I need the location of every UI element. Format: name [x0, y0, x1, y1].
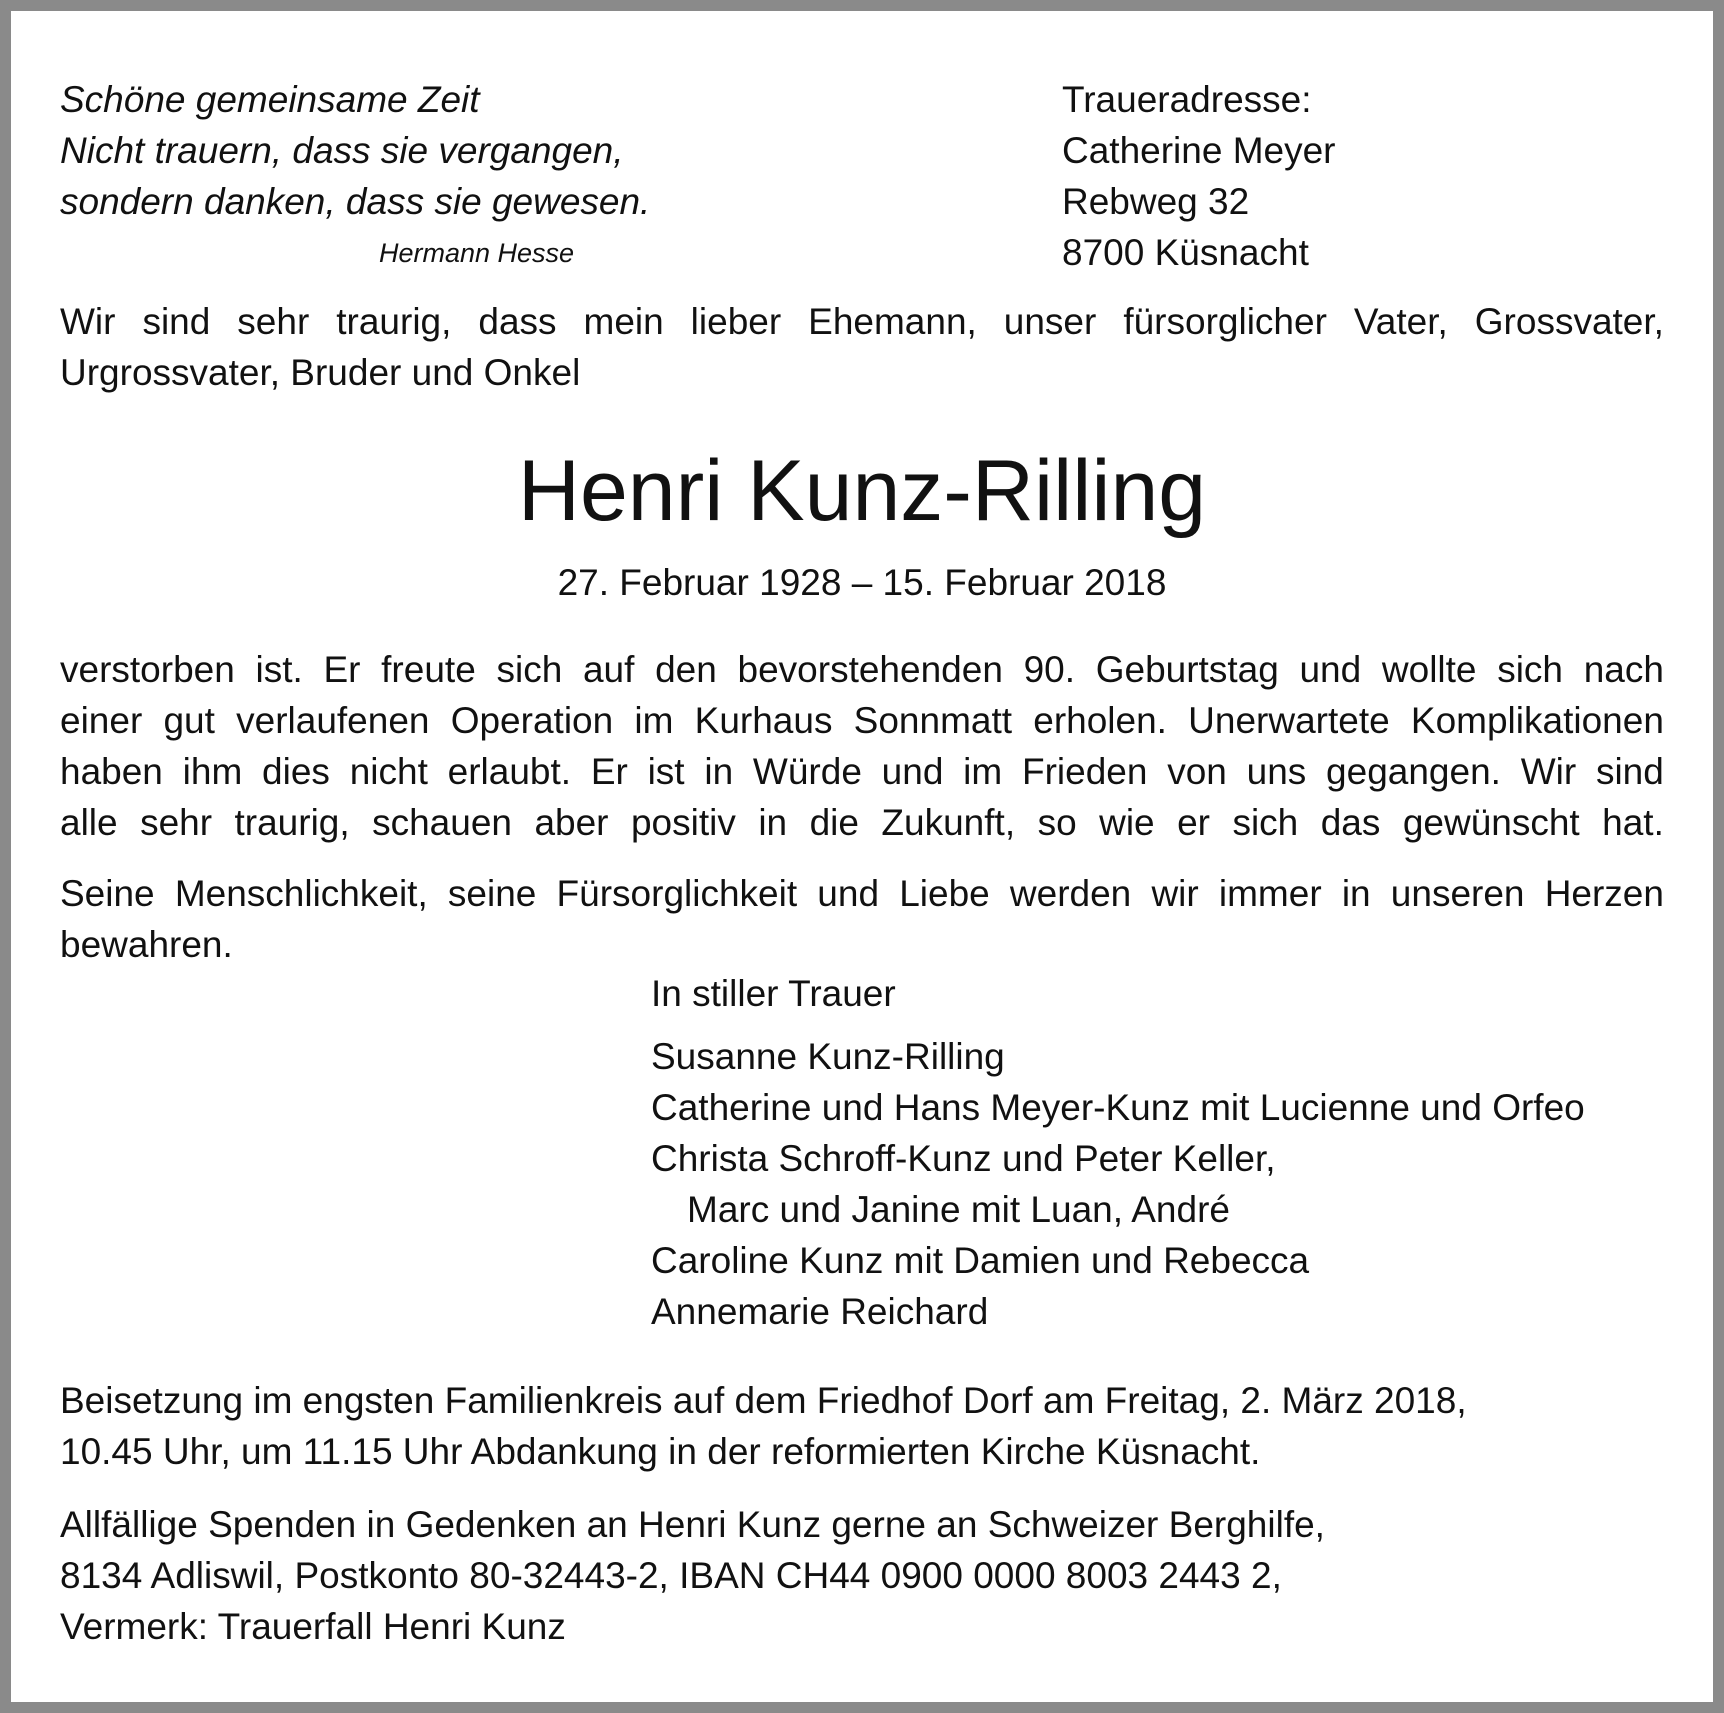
word: und — [817, 873, 880, 914]
quote-line: sondern danken, dass sie gewesen. — [60, 181, 651, 222]
mourners-heading: In stiller Trauer — [651, 973, 896, 1014]
intro-line — [60, 347, 1664, 398]
word: Komplikationen — [1410, 700, 1664, 741]
word: Operation — [450, 700, 614, 741]
intro-line — [60, 296, 1664, 347]
word: traurig, — [336, 301, 452, 342]
word: er — [1177, 802, 1210, 843]
word: ist — [647, 751, 685, 792]
word: hat. — [1602, 802, 1664, 843]
memory-line-text: bewahren. — [60, 924, 233, 965]
word: unseren — [1390, 873, 1525, 914]
word: gewünscht — [1402, 802, 1580, 843]
body-line — [60, 695, 1664, 746]
word: auf — [582, 649, 635, 690]
word: das — [1320, 802, 1381, 843]
word: Grossvater, — [1474, 301, 1664, 342]
word: unser — [1003, 301, 1097, 342]
word: die — [809, 802, 859, 843]
funeral-line: 10.45 Uhr, um 11.15 Uhr Abdankung in der reformierten Kirche Küsnacht. — [60, 1431, 1261, 1472]
mourners-list — [651, 1031, 1585, 1337]
word: bevorstehenden — [737, 649, 1003, 690]
epigraph-quote — [60, 74, 650, 227]
word: haben — [60, 751, 163, 792]
mourner-name: Annemarie Reichard — [651, 1291, 989, 1332]
mourner-name: Susanne Kunz-Rilling — [651, 1036, 1005, 1077]
word: werden — [1009, 873, 1132, 914]
mourner-name: Christa Schroff-Kunz und Peter Keller, — [651, 1138, 1276, 1179]
word: sehr — [140, 802, 213, 843]
mourner-name: Marc und Janine mit Luan, André — [687, 1189, 1230, 1230]
word: Frieden — [1021, 751, 1148, 792]
word: uns — [1246, 751, 1307, 792]
word: wollte — [1381, 649, 1477, 690]
word: gut — [163, 700, 215, 741]
word: erlaubt. — [447, 751, 572, 792]
word: sehr — [237, 301, 310, 342]
word: verlaufenen — [236, 700, 430, 741]
word: positiv — [630, 802, 736, 843]
word: Zukunft, — [881, 802, 1016, 843]
word: sich — [1497, 649, 1563, 690]
word: Sonnmatt — [853, 700, 1013, 741]
word: wir — [1151, 873, 1199, 914]
word: sich — [496, 649, 563, 690]
word: wie — [1099, 802, 1155, 843]
word: ihm — [182, 751, 243, 792]
address-street: Rebweg 32 — [1062, 181, 1250, 222]
word: Wir — [1520, 751, 1577, 792]
word: in — [704, 751, 734, 792]
word: einer — [60, 700, 143, 741]
life-dates: 27. Februar 1928 – 15. Februar 2018 — [557, 562, 1167, 603]
word: den — [655, 649, 717, 690]
address-label: Traueradresse: — [1062, 79, 1312, 120]
word: seine — [447, 873, 537, 914]
intro-line-text: Urgrossvater, Bruder und Onkel — [60, 352, 581, 393]
mourner-name: Caroline Kunz mit Damien und Rebecca — [651, 1240, 1310, 1281]
word: freute — [381, 649, 476, 690]
word: verstorben — [60, 649, 235, 690]
donation-line: Allfällige Spenden in Gedenken an Henri Kunz gerne an Schweizer Berghilfe, — [60, 1504, 1325, 1545]
word: Vater, — [1353, 301, 1448, 342]
funeral-line: Beisetzung im engsten Familienkreis auf dem Friedhof Dorf am Freitag, 2. März 2018, — [60, 1380, 1467, 1421]
word: Ehemann, — [808, 301, 977, 342]
word: immer — [1218, 873, 1322, 914]
word: gegangen. — [1326, 751, 1501, 792]
word: Unerwartete — [1188, 700, 1390, 741]
address-city: 8700 Küsnacht — [1062, 232, 1309, 273]
quote-author: Hermann Hesse — [379, 238, 575, 268]
word: dass — [478, 301, 557, 342]
word: Er — [323, 649, 361, 690]
deceased-name: Henri Kunz-Rilling — [517, 443, 1207, 539]
quote-line: Nicht trauern, dass sie vergangen, — [60, 130, 624, 171]
body-paragraph — [60, 644, 1664, 848]
word: nicht — [349, 751, 428, 792]
word: Liebe — [899, 873, 990, 914]
address-name: Catherine Meyer — [1062, 130, 1336, 171]
word: Menschlichkeit, — [174, 873, 428, 914]
word: dies — [262, 751, 330, 792]
word: Seine — [60, 873, 155, 914]
word: Kurhaus — [694, 700, 833, 741]
word: fürsorglicher — [1123, 301, 1327, 342]
word: nach — [1583, 649, 1664, 690]
word: in — [758, 802, 788, 843]
word: Fürsorglichkeit — [556, 873, 798, 914]
word: ist. — [255, 649, 303, 690]
word: schauen — [372, 802, 512, 843]
funeral-info — [60, 1375, 1467, 1477]
word: Herzen — [1544, 873, 1664, 914]
word: sind — [142, 301, 211, 342]
body-line — [60, 746, 1664, 797]
word: alle — [60, 802, 118, 843]
memory-paragraph — [60, 868, 1664, 970]
word: und — [1299, 649, 1362, 690]
obituary-notice — [11, 11, 1713, 1702]
word: Wir — [60, 301, 116, 342]
quote-line: Schöne gemeinsame Zeit — [60, 79, 480, 120]
word: erholen. — [1033, 700, 1167, 741]
donation-line: 8134 Adliswil, Postkonto 80-32443-2, IBAN CH44 0900 0000 8003 2443 2, — [60, 1555, 1282, 1596]
word: traurig, — [234, 802, 350, 843]
mourning-address — [1062, 74, 1336, 278]
donation-line: Vermerk: Trauerfall Henri Kunz — [60, 1606, 566, 1647]
word: in — [1341, 873, 1371, 914]
word: sich — [1232, 802, 1299, 843]
word: im — [963, 751, 1003, 792]
body-line — [60, 644, 1664, 695]
word: Geburtstag — [1095, 649, 1279, 690]
body-line — [60, 797, 1664, 848]
word: 90. — [1023, 649, 1076, 690]
mourner-name: Catherine und Hans Meyer-Kunz mit Lucienne und Orfeo — [651, 1087, 1585, 1128]
word: im — [634, 700, 674, 741]
word: und — [881, 751, 944, 792]
word: so — [1037, 802, 1077, 843]
word: aber — [534, 802, 609, 843]
word: Würde — [752, 751, 862, 792]
memory-line — [60, 868, 1664, 919]
word: Er — [590, 751, 628, 792]
word: lieber — [690, 301, 782, 342]
donation-info — [60, 1499, 1325, 1652]
word: mein — [583, 301, 664, 342]
memory-line — [60, 919, 1664, 970]
intro-paragraph — [60, 296, 1664, 398]
word: von — [1167, 751, 1227, 792]
word: sind — [1595, 751, 1664, 792]
